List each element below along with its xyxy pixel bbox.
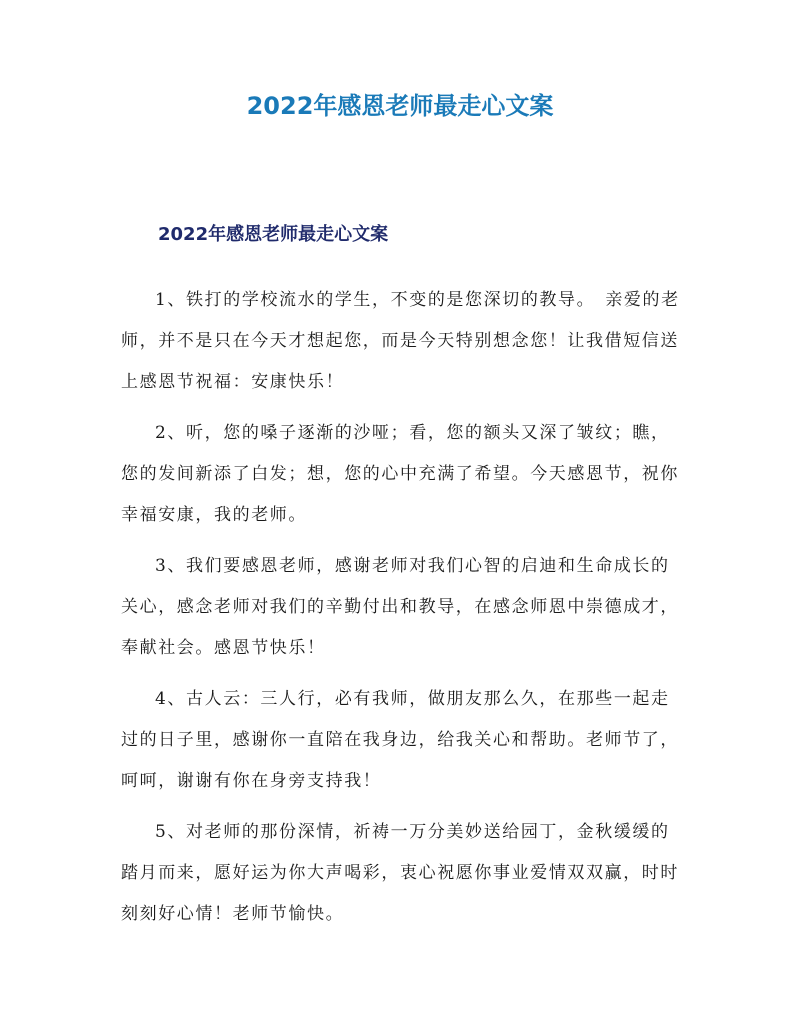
paragraph-2: 2、听，您的嗓子逐渐的沙哑；看，您的额头又深了皱纹；瞧，您的发间新添了白发；想，您的心中充满了希望。今天感恩节，祝你幸福安康，我的老师。 [121,423,679,525]
paragraph-4: 4、古人云：三人行，必有我师，做朋友那么久，在那些一起走过的日子里，感谢你一直陪在我身边，给我关心和帮助。老师节了， 呵呵，谢谢有你在身旁支持我！ [121,689,690,791]
paragraph-3: 3、我们要感恩老师，感谢老师对我们心智的启迪和生命成长的关心，感念老师对我们的辛勤付出和教导，在感念师恩中崇德成才，奉献社会。感恩节快乐！ [121,556,679,658]
paragraph-5: 5、对老师的那份深情，祈祷一万分美妙送给园丁，金秋缓缓的踏月而来，愿好运为你大声喝彩，衷心祝愿你事业爱情双双赢，时时刻刻好心情！老师节愉快。 [121,822,679,924]
section-heading: 2022年感恩老师最走心文案 [158,224,389,245]
body-text [121,280,690,945]
paragraph-1: 1、铁打的学校流水的学生，不变的是您深切的教导。 亲爱的老师，并不是只在今天才想起您，而是今天特别想念您！让我借短信送上感恩节祝福：安康快乐！ [121,290,680,392]
document-title: 2022年感恩老师最走心文案 [246,92,554,120]
